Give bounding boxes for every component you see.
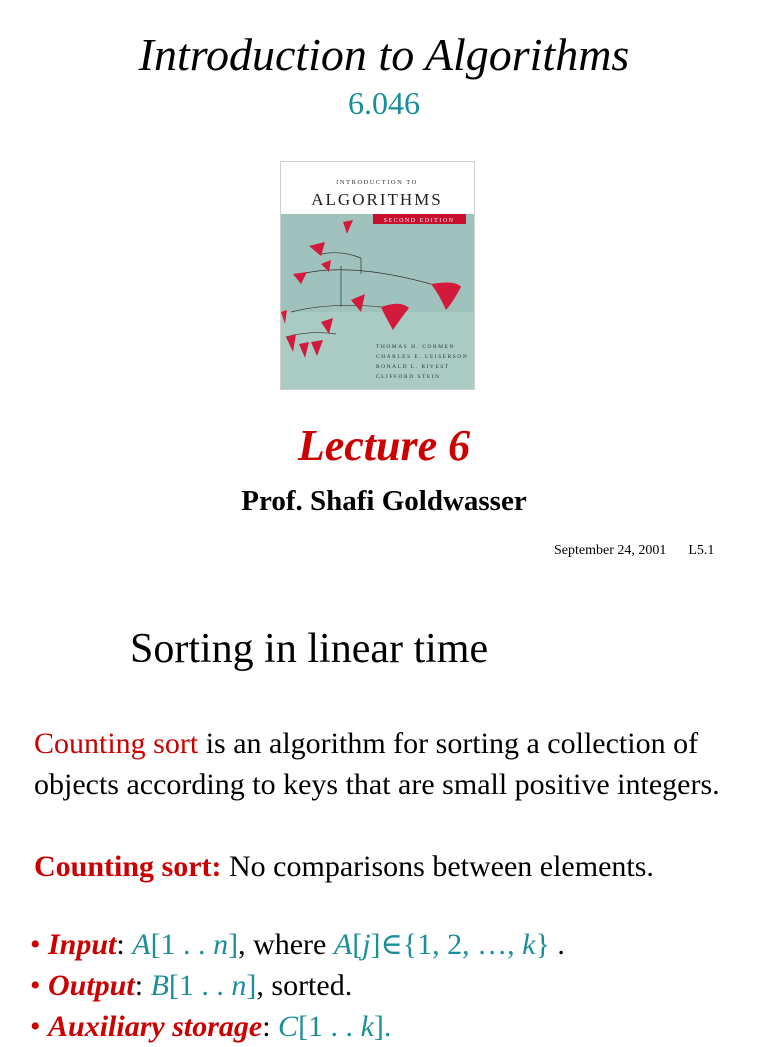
array-a: A	[132, 928, 151, 961]
cover-edition: SECOND EDITION	[383, 218, 455, 224]
elem-index: j	[362, 928, 371, 961]
elem-array: A	[333, 928, 353, 961]
cover-top-line: INTRODUCTION TO	[336, 179, 418, 186]
term-counting-sort-2: Counting sort:	[34, 850, 222, 883]
cover-author-4: CLIFFORD STEIN	[376, 374, 441, 380]
range-open: [1 . .	[150, 928, 214, 961]
slide-title: Introduction to Algorithms	[138, 29, 630, 80]
term-counting-sort: Counting sort	[34, 727, 199, 760]
where-text: , where	[238, 928, 334, 961]
bullet-label-input: Input	[48, 928, 117, 961]
book-cover-image	[280, 161, 475, 390]
bullet-input	[30, 924, 760, 965]
footer-date: September 24, 2001	[554, 543, 667, 558]
property-text: No comparisons between elements.	[221, 850, 654, 883]
colon: :	[134, 969, 151, 1002]
var-n: n	[231, 969, 247, 1002]
cover-author-1: THOMAS H. CORMEN	[376, 344, 455, 350]
bullet-label-output: Output	[48, 969, 135, 1002]
bullet-list	[30, 924, 760, 1047]
range-close: ]	[246, 969, 257, 1002]
range-close: ]	[228, 928, 239, 961]
footer-slide-number: L5.1	[688, 543, 715, 558]
slide-footer	[554, 542, 714, 560]
cover-author-3: RONALD L. RIVEST	[376, 364, 450, 370]
colon: :	[262, 1010, 279, 1043]
range-close: ].	[373, 1010, 392, 1043]
bullet-auxiliary	[30, 1006, 760, 1047]
elem-open: [	[352, 928, 363, 961]
course-number: 6.046	[348, 85, 420, 121]
section-heading: Sorting in linear time	[130, 626, 489, 672]
range-open: [1 . .	[168, 969, 232, 1002]
array-c: C	[278, 1010, 299, 1043]
end-text: .	[549, 928, 565, 961]
bullet-output	[30, 965, 760, 1006]
end-text: , sorted.	[256, 969, 353, 1002]
bullet-dot-icon: •	[30, 928, 41, 961]
paragraph-property	[34, 846, 764, 887]
bullet-dot-icon: •	[30, 1010, 41, 1043]
var-n: n	[213, 928, 229, 961]
bullet-label-auxiliary: Auxiliary storage	[48, 1010, 263, 1043]
definition-text: is an algorithm for sorting a collection of objects according to keys that are small positive integers.	[34, 727, 720, 801]
professor-name: Prof. Shafi Goldwasser	[241, 485, 527, 517]
colon: :	[116, 928, 133, 961]
var-k: k	[360, 1010, 374, 1043]
cover-main-title: ALGORITHMS	[311, 190, 443, 209]
range-open: [1 . .	[298, 1010, 361, 1043]
paragraph-definition	[34, 723, 764, 805]
bullet-dot-icon: •	[30, 969, 41, 1002]
cover-author-2: CHARLES E. LEISERSON	[376, 354, 469, 360]
array-b: B	[150, 969, 169, 1002]
set-close: }	[535, 928, 550, 961]
lecture-title: Lecture 6	[297, 421, 471, 470]
var-k: k	[522, 928, 536, 961]
elem-close: ]∈{1, 2, …,	[370, 928, 523, 961]
